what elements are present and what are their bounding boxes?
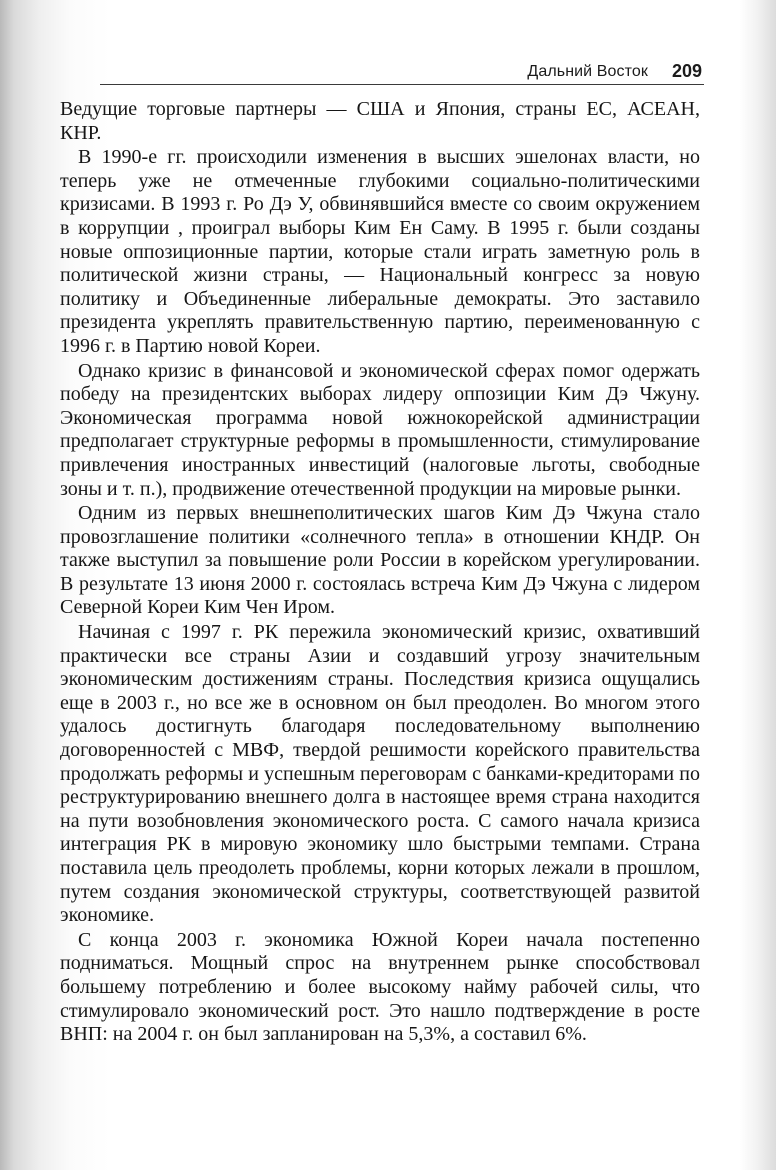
paragraph-economic-crisis: Начиная с 1997 г. РК пережила экономический кризис, охвативший практически все страны Азии и создавший угрозу значительным экономическим достижениям страны. Последствия кризиса ощущались еще в 2003 г., но все же в основном он был преодолен. Во многом этого удалось достигнуть благодаря последовательному выполнению договоренностей с МВФ, твердой решимости корейского правительства продолжать реформы и успешным переговорам с банками-кредиторами по реструктурированию внешнего долга в настоящее время страна находится на пути возобновления экономического роста. С самого начала кризиса интеграция РК в мировую экономику шло быстрыми темпами. Страна поставила цель преодолеть проблемы, корни которых лежали в прошлом, путем создания экономической структуры, соответствующей развитой экономике. [60, 621, 700, 927]
paragraph-trade-partners: Ведущие торговые партнеры — США и Япония, страны ЕС, АСЕАН, КНР. [60, 98, 700, 144]
running-title: Дальний Восток [527, 63, 648, 80]
page-number: 209 [671, 61, 702, 81]
paragraph-1990s-politics: В 1990-е гг. происходили изменения в высших эшелонах власти, но теперь уже не отмеченные глубокими социально-политическими кризисами. В 1993 г. Ро Дэ У, обвинявшийся вместе со своим окружением в коррупции , проиграл выборы Ким Ен Саму. В 1995 г. были созданы новые оппозиционные партии, которые стали играть заметную роль в политической жизни страны, — Национальный конгресс за новую политику и Объединенные либеральные демократы. Это заставило президента укреплять правительственную партию, переименованную с 1996 г. в Партию новой Кореи. [60, 146, 700, 357]
body-text [60, 98, 700, 1047]
paragraph-sunshine-policy: Одним из первых внешнеполитических шагов Ким Дэ Чжуна стало провозглашение политики «солнечного тепла» в отношении КНДР. Он также выступил за повышение роли России в корейском урегулировании. В результате 13 июня 2000 г. состоялась встреча Ким Дэ Чжуна с лидером Северной Кореи Ким Чен Иром. [60, 502, 700, 619]
paragraph-economic-recovery: С конца 2003 г. экономика Южной Кореи начала постепенно подниматься. Мощный спрос на внутреннем рынке способствовал большему потреблению и более высокому найму рабочей силы, что стимулировало экономический рост. Это нашло подтверждение в росте ВНП: на 2004 г. он был запланирован на 5,3%, а составил 6%. [60, 928, 700, 1046]
running-head [100, 58, 704, 85]
paragraph-crisis-elections: Однако кризис в финансовой и экономической сферах помог одержать победу на президентских выборах лидеру оппозиции Ким Дэ Чжуну. Экономическая программа новой южнокорейской администрации предполагает структурные реформы в промышленности, стимулирование привлечения иностранных инвестиций (налоговые льготы, свободные зоны и т. п.), продвижение отечественной продукции на мировые рынки. [60, 359, 700, 500]
